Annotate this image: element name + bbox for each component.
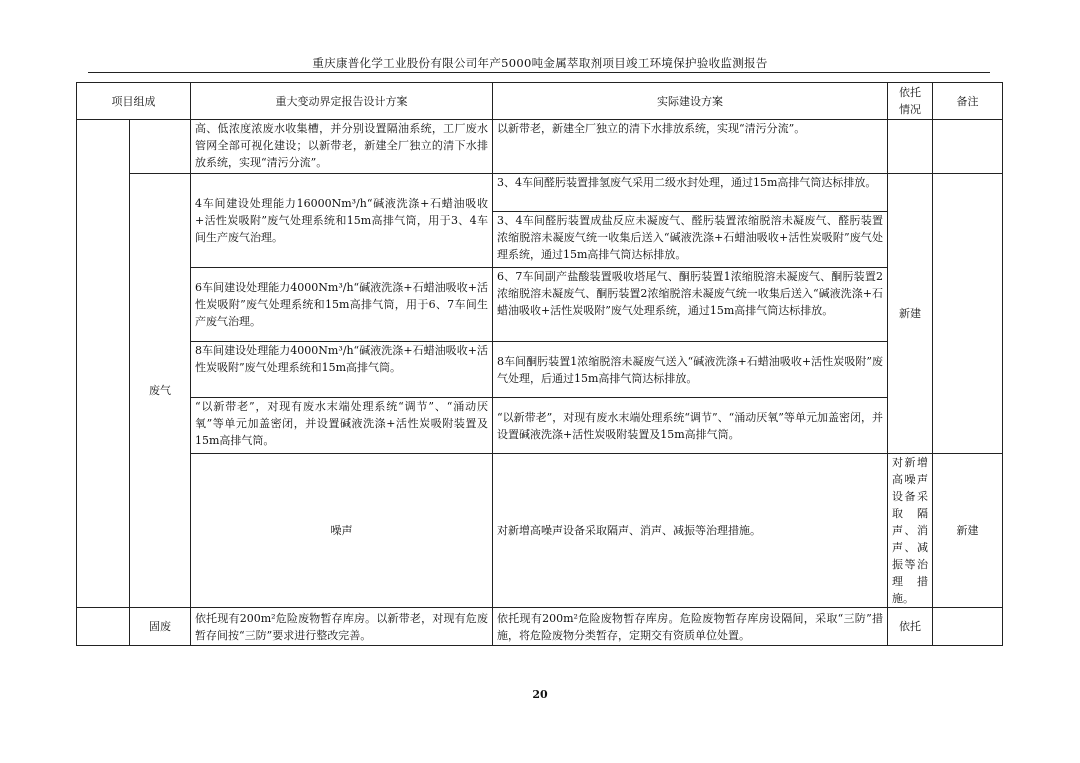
remarks-cell — [933, 120, 1003, 174]
actual-cell: 8车间酮肟装置1浓缩脱溶未凝废气送入“碱液洗涤+石蜡油吸收+活性炭吸附”废气处理，后通过15m高排气筒达标排放。 — [493, 342, 888, 398]
actual-cell: 依托现有200m²危险废物暂存库房。危险废物暂存库房设隔间，采取“三防”措施，将危险废物分类暂存，定期交有资质单位处置。 — [493, 608, 888, 646]
table-row — [77, 398, 1003, 454]
col-header-component: 项目组成 — [77, 83, 191, 120]
page-number: 20 — [532, 688, 548, 701]
group-cell-environment-end — [77, 608, 130, 646]
design-cell: 8车间建设处理能力4000Nm³/h“碱液洗涤+石蜡油吸收+活性炭吸附”废气处理系统和15m高排气筒。 — [191, 342, 493, 398]
remarks-cell — [933, 608, 1003, 646]
table-row — [77, 174, 1003, 212]
table-row — [77, 342, 1003, 398]
design-cell: 高、低浓度浓废水收集槽，并分别设置隔油系统，工厂废水管网全部可视化建设；以新带老，新建全厂独立的清下水排放系统，实现“清污分流”。 — [191, 120, 493, 174]
header-rule — [88, 72, 990, 73]
group-cell-environment — [77, 120, 130, 608]
category-cell-continued — [130, 120, 191, 174]
col-header-design: 重大变动界定报告设计方案 — [191, 83, 493, 120]
reliance-cell-solid-waste: 依托 — [888, 608, 933, 646]
actual-cell: 6、7车间副产盐酸装置吸收塔尾气、酮肟装置1浓缩脱溶未凝废气、酮肟装置2浓缩脱溶未凝废气、酮肟装置2浓缩脱溶未凝废气统一收集后送入“碱液洗涤+石蜡油吸收+活性炭吸附”废气处理系统，通过15m高排气筒达标排放。 — [493, 268, 888, 342]
table-row — [77, 268, 1003, 342]
design-cell: 6车间建设处理能力4000Nm³/h“碱液洗涤+石蜡油吸收+活性炭吸附”废气处理系统和15m高排气筒，用于6、7车间生产废气治理。 — [191, 268, 493, 342]
design-cell: 对新增高噪声设备采取隔声、消声、减振等治理措施。 — [493, 454, 888, 608]
table-row — [77, 454, 1003, 608]
design-cell: 依托现有200m²危险废物暂存库房。以新带老，对现有危废暂存间按“三防”要求进行整改完善。 — [191, 608, 493, 646]
actual-cell: 3、4车间醛肟装置成盐反应未凝废气、醛肟装置浓缩脱溶未凝废气、醛肟装置浓缩脱溶未凝废气统一收集后送入“碱液洗涤+石蜡油吸收+活性炭吸附”废气处理系统，通过15m高排气筒达标排放。 — [493, 212, 888, 268]
col-header-reliance: 依托情况 — [888, 83, 933, 120]
category-cell-noise: 噪声 — [191, 454, 493, 608]
reliance-cell — [888, 120, 933, 174]
table-row — [77, 608, 1003, 646]
actual-cell: 以新带老，新建全厂独立的清下水排放系统，实现“清污分流”。 — [493, 120, 888, 174]
category-cell-waste-gas: 废气 — [130, 174, 191, 608]
actual-cell: 对新增高噪声设备采取隔声、消声、减振等治理措施。 — [888, 454, 933, 608]
actual-cell: 3、4车间醛肟装置排氢废气采用二级水封处理，通过15m高排气筒达标排放。 — [493, 174, 888, 212]
reliance-cell-waste-gas: 新建 — [888, 174, 933, 454]
reliance-cell-noise: 新建 — [933, 454, 1003, 608]
col-header-remarks: 备注 — [933, 83, 1003, 120]
table-header-row — [77, 83, 1003, 120]
comparison-table — [76, 82, 1003, 646]
actual-cell: “以新带老”，对现有废水末端处理系统“调节”、“涌动厌氧”等单元加盖密闭，并设置碱液洗涤+活性炭吸附装置及15m高排气筒。 — [493, 398, 888, 454]
report-header-title: 重庆康普化学工业股份有限公司年产5000吨金属萃取剂项目竣工环境保护验收监测报告 — [312, 56, 768, 70]
table-row — [77, 120, 1003, 174]
category-cell-solid-waste: 固废 — [130, 608, 191, 646]
col-header-actual: 实际建设方案 — [493, 83, 888, 120]
design-cell: “以新带老”，对现有废水末端处理系统“调节”、“涌动厌氧”等单元加盖密闭，并设置碱液洗涤+活性炭吸附装置及15m高排气筒。 — [191, 398, 493, 454]
design-cell: 4车间建设处理能力16000Nm³/h“碱液洗涤+石蜡油吸收+活性炭吸附”废气处理系统和15m高排气筒，用于3、4车间生产废气治理。 — [191, 174, 493, 268]
remarks-cell — [933, 174, 1003, 454]
